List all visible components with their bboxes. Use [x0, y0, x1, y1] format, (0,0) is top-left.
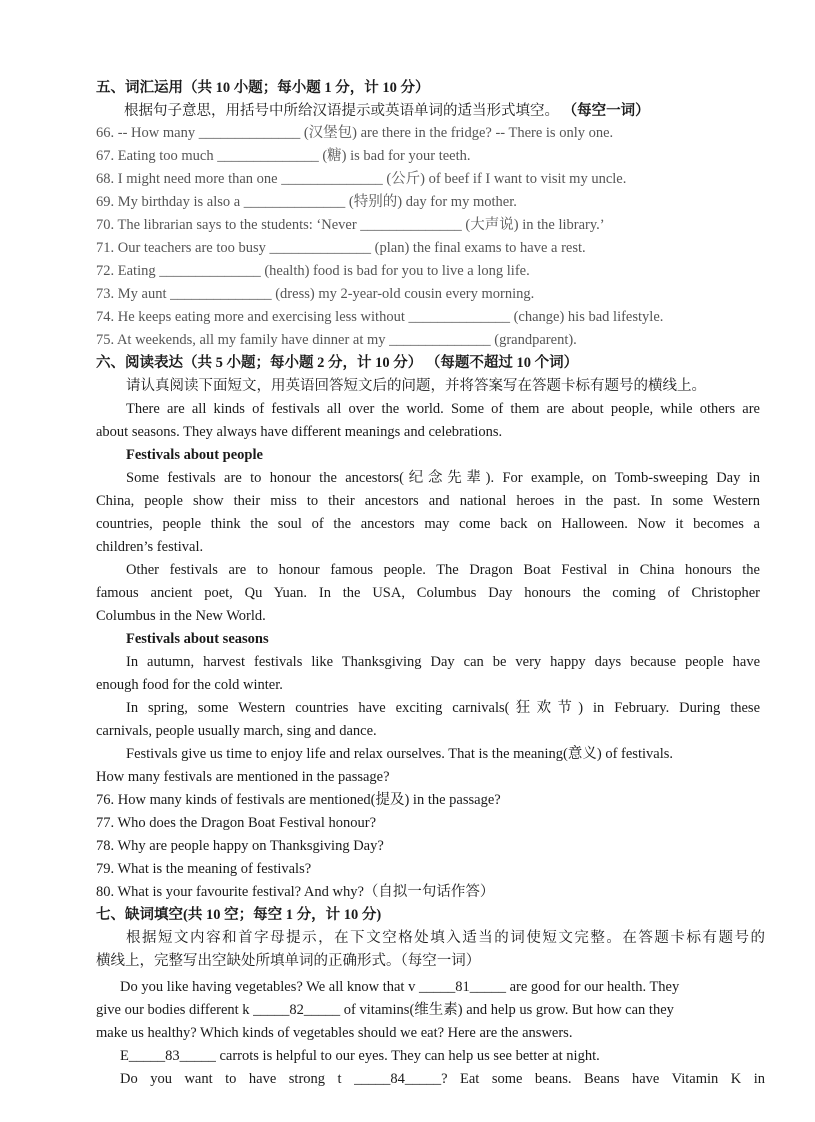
section6-heading: 六、阅读表达（共 5 小题；每小题 2 分，计 10 分）	[96, 355, 423, 371]
question-69: 69. My birthday is also a ______________ (特别的) day for my mother.	[96, 194, 517, 210]
p1-line-2: China, people show their miss to their ancestors and national heroes in the past. In some Western	[96, 493, 760, 509]
question-76: 76. How many kinds of festivals are mentioned(提及) in the passage?	[96, 792, 501, 808]
question-70: 70. The librarian says to the students: ‘Never ______________ (大声说) in the library.’	[96, 217, 605, 233]
question-67: 67. Eating too much ______________ (糖) is bad for your teeth.	[96, 148, 471, 164]
section7-instruction-1: 根据短文内容和首字母提示，在下文空格处填入适当的词使短文完整。在答题卡标有题号的	[126, 930, 765, 946]
question-68: 68. I might need more than one ______________ (公斤) of beef if I want to visit my uncle.	[96, 171, 627, 187]
p5-line: Festivals give us time to enjoy life and relax ourselves. That is the meaning(意义) of festivals.	[126, 746, 673, 762]
p1-line-4: children’s festival.	[96, 539, 204, 555]
cloze-line-3: make us healthy? Which kinds of vegetables should we eat? Here are the answers.	[96, 1025, 573, 1041]
question-66: 66. -- How many ______________ (汉堡包) are there in the fridge? -- There is only one.	[96, 125, 614, 141]
p1-line-3: countries, people think the soul of the ancestors may come back on Halloween. Now it becomes a	[96, 516, 760, 532]
question-78: 78. Why are people happy on Thanksgiving Day?	[96, 838, 384, 854]
section7-heading: 七、缺词填空(共 10 空；每空 1 分，计 10 分)	[96, 907, 382, 923]
section5-instruction	[124, 101, 775, 121]
p2-line-3: Columbus in the New World.	[96, 608, 266, 624]
section6-instruction: 请认真阅读下面短文，用英语回答短文后的问题，并将答案写在答题卡标有题号的横线上。	[126, 378, 706, 394]
p3-line-1: In autumn, harvest festivals like Thanksgiving Day can be very happy days because people have	[126, 654, 760, 670]
subheading-seasons: Festivals about seasons	[126, 631, 269, 647]
question-72: 72. Eating ______________ (health) food is bad for you to live a long life.	[96, 263, 530, 279]
question-73: 73. My aunt ______________ (dress) my 2-year-old cousin every morning.	[96, 286, 535, 302]
question-77: 77. Who does the Dragon Boat Festival honour?	[96, 815, 377, 831]
p4-line-2: carnivals, people usually march, sing and dance.	[96, 723, 377, 739]
passage-line-2: about seasons. They always have different meanings and celebrations.	[96, 424, 503, 440]
passage-line-1: There are all kinds of festivals all over the world. Some of them are about people, while others are	[126, 401, 760, 417]
p4-line-1: In spring, some Western countries have exciting carnivals(狂欢节) in February. During these	[126, 700, 760, 716]
section7-instruction-2: 横线上，完整写出空缺处所填单词的正确形式。（每空一词）	[96, 953, 481, 969]
section5-instruction-text: 根据句子意思，用括号中所给汉语提示或英语单词的适当形式填空。	[124, 103, 559, 119]
p2-line-1: Other festivals are to honour famous people. The Dragon Boat Festival in China honours the	[126, 562, 760, 578]
question-74: 74. He keeps eating more and exercising less without ______________ (change) his bad lifestyle.	[96, 309, 664, 325]
section6-heading-line	[96, 353, 775, 373]
subheading-people: Festivals about people	[126, 447, 263, 463]
cloze-line-1: Do you like having vegetables? We all know that v _____81_____ are good for our health. They	[120, 979, 680, 995]
p3-line-2: enough food for the cold winter.	[96, 677, 283, 693]
section5-heading: 五、词汇运用（共 10 小题；每小题 1 分，计 10 分）	[96, 80, 430, 96]
section5-note: （每空一词）	[562, 103, 650, 119]
cloze-line-5: Do you want to have strong t _____84_____? Eat some beans. Beans have Vitamin K in	[120, 1071, 765, 1087]
question-79: 79. What is the meaning of festivals?	[96, 861, 312, 877]
cloze-line-2: give our bodies different k _____82_____ of vitamins(维生素) and help us grow. But how can they	[96, 1002, 674, 1018]
p1-line-1: Some festivals are to honour the ancestors(纪念先辈). For example, on Tomb-sweeping Day in	[126, 470, 760, 486]
question-80: 80. What is your favourite festival? And why?（自拟一句话作答）	[96, 884, 495, 900]
p2-line-2: famous ancient poet, Qu Yuan. In the USA, Columbus Day honours the coming of Christopher	[96, 585, 760, 601]
cloze-line-4: E_____83_____ carrots is helpful to our eyes. They can help us see better at night.	[120, 1048, 600, 1064]
stray-question: How many festivals are mentioned in the passage?	[96, 769, 390, 785]
question-71: 71. Our teachers are too busy ______________ (plan) the final exams to have a rest.	[96, 240, 586, 256]
question-75: 75. At weekends, all my family have dinner at my ______________ (grandparent).	[96, 332, 577, 348]
section6-note: （每题不超过 10 个词）	[425, 355, 579, 371]
